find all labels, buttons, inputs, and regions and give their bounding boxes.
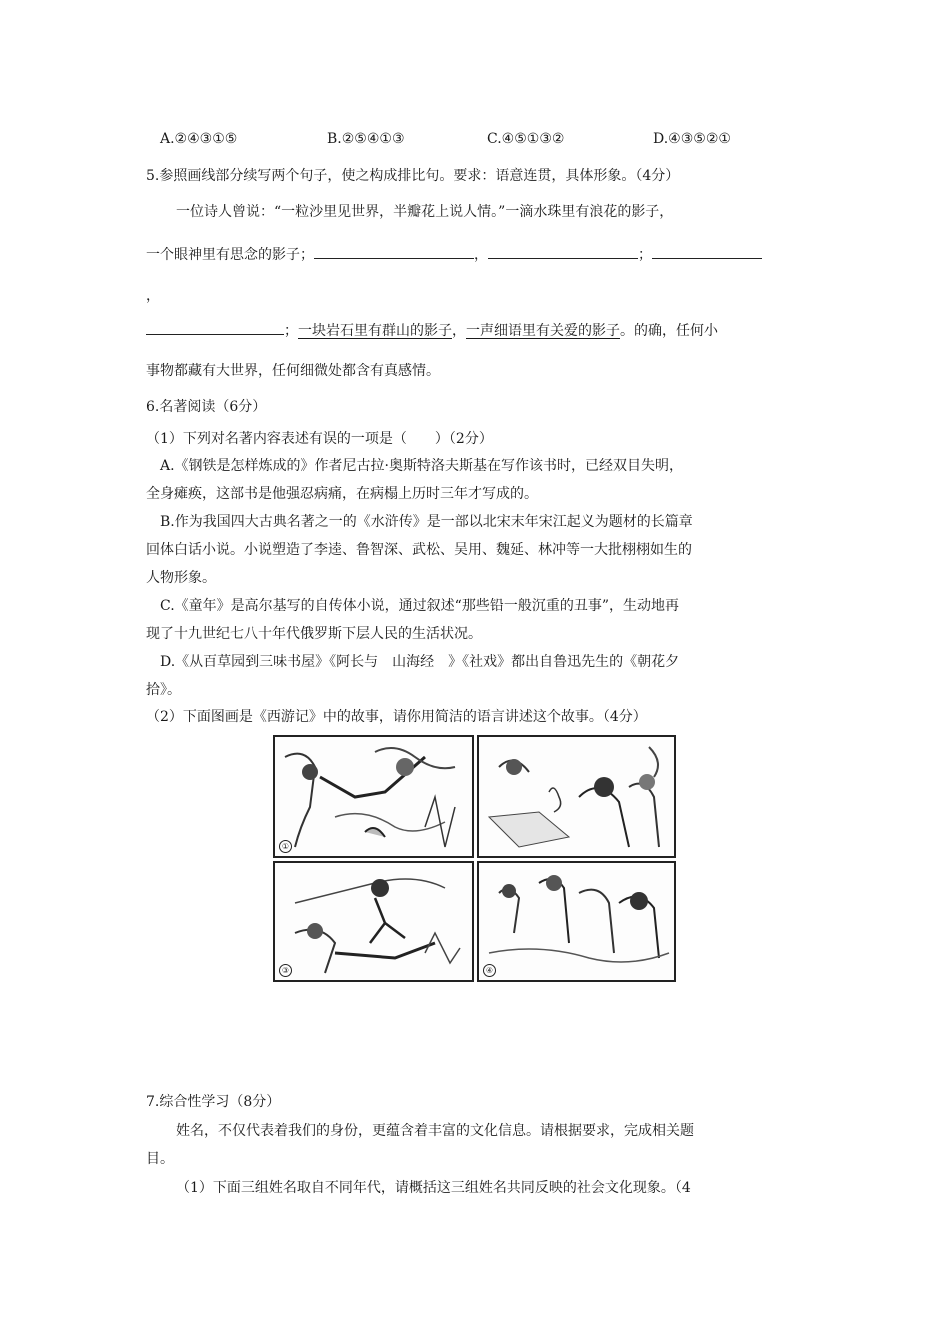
comic-panel-2 — [477, 735, 676, 858]
q6-title: 6.名著阅读（6分） — [146, 399, 267, 415]
underlined-example-2: 一声细语里有关爱的影子 — [466, 323, 620, 339]
answer-blank-2[interactable] — [488, 244, 638, 259]
q7-paragraph-2: 目。 — [146, 1151, 174, 1167]
q5-line4 — [146, 320, 718, 340]
comic-panel-3 — [273, 861, 474, 982]
q7-sub1: （1）下面三组姓名取自不同年代，请概括这三组姓名共同反映的社会文化现象。（4 — [176, 1180, 691, 1196]
answer-blank-4[interactable] — [146, 320, 284, 335]
q5-line3: ， — [146, 288, 160, 304]
option-c: C.④⑤①③② — [487, 131, 565, 147]
q6-sub1: （1）下列对名著内容表述有误的一项是（ ）（2分） — [146, 431, 493, 447]
q5-comma: ， — [474, 247, 488, 263]
option-d: D.④③⑤②① — [653, 131, 731, 147]
panel-number-1: ① — [279, 840, 292, 853]
panel-2-drawing — [479, 737, 674, 856]
q5-comma-2: ， — [452, 323, 466, 339]
option-b: B.②⑤④①③ — [327, 131, 405, 147]
panel-number-4: ④ — [483, 964, 496, 977]
q6-option-a-1: A.《钢铁是怎样炼成的》作者尼古拉·奥斯特洛夫斯基在写作该书时，已经双目失明， — [160, 458, 684, 474]
q5-title: 5.参照画线部分续写两个句子，使之构成排比句。要求：语意连贯，具体形象。（4分） — [146, 168, 680, 184]
q6-sub2: （2）下面图画是《西游记》中的故事，请你用简洁的语言讲述这个故事。（4分） — [146, 709, 647, 725]
panel-3-drawing — [275, 863, 472, 980]
q5-line2-text: 一个眼神里有思念的影子； — [146, 247, 314, 263]
q6-option-b-1: B.作为我国四大古典名著之一的《水浒传》是一部以北宋末年宋江起义为题材的长篇章 — [160, 514, 693, 530]
q5-semicolon: ； — [638, 247, 652, 263]
answer-blank-1[interactable] — [314, 244, 474, 259]
q6-option-c-1: C.《童年》是高尔基写的自传体小说，通过叙述“那些铅一般沉重的丑事”，生动地再 — [160, 598, 679, 614]
q6-option-d-2: 拾》。 — [146, 682, 181, 698]
panel-1-drawing — [275, 737, 472, 856]
q5-semicolon-2: ； — [284, 323, 298, 339]
q6-option-c-2: 现了十九世纪七八十年代俄罗斯下层人民的生活状况。 — [146, 626, 482, 642]
q5-line1: 一位诗人曾说：“一粒沙里见世界，半瓣花上说人情。”一滴水珠里有浪花的影子， — [176, 204, 674, 220]
panel-number-3: ③ — [279, 964, 292, 977]
comic-panel-4 — [477, 861, 676, 982]
comic-panel-1 — [273, 735, 474, 858]
q5-line4-tail: 。的确，任何小 — [620, 323, 718, 339]
q6-option-a-2: 全身瘫痪，这部书是他强忍病痛，在病榻上历时三年才写成的。 — [146, 486, 538, 502]
q7-paragraph-1: 姓名，不仅代表着我们的身份，更蕴含着丰富的文化信息。请根据要求，完成相关题 — [176, 1123, 694, 1139]
q6-option-b-2: 回体白话小说。小说塑造了李逵、鲁智深、武松、吴用、魏延、林冲等一大批栩栩如生的 — [146, 542, 692, 558]
q6-option-b-3: 人物形象。 — [146, 570, 216, 586]
q6-option-d-1: D.《从百草园到三味书屋》《阿长与 山海经 》《社戏》都出自鲁迅先生的《朝花夕 — [160, 654, 680, 670]
q5-line2 — [146, 244, 762, 264]
option-a: A.②④③①⑤ — [160, 131, 238, 147]
q7-title: 7.综合性学习（8分） — [146, 1094, 281, 1110]
underlined-example-1: 一块岩石里有群山的影子 — [298, 323, 452, 339]
answer-blank-3[interactable] — [652, 244, 762, 259]
panel-4-drawing — [479, 863, 674, 980]
journey-west-illustration — [273, 735, 676, 982]
q5-line5: 事物都藏有大世界，任何细微处都含有真感情。 — [146, 363, 440, 379]
